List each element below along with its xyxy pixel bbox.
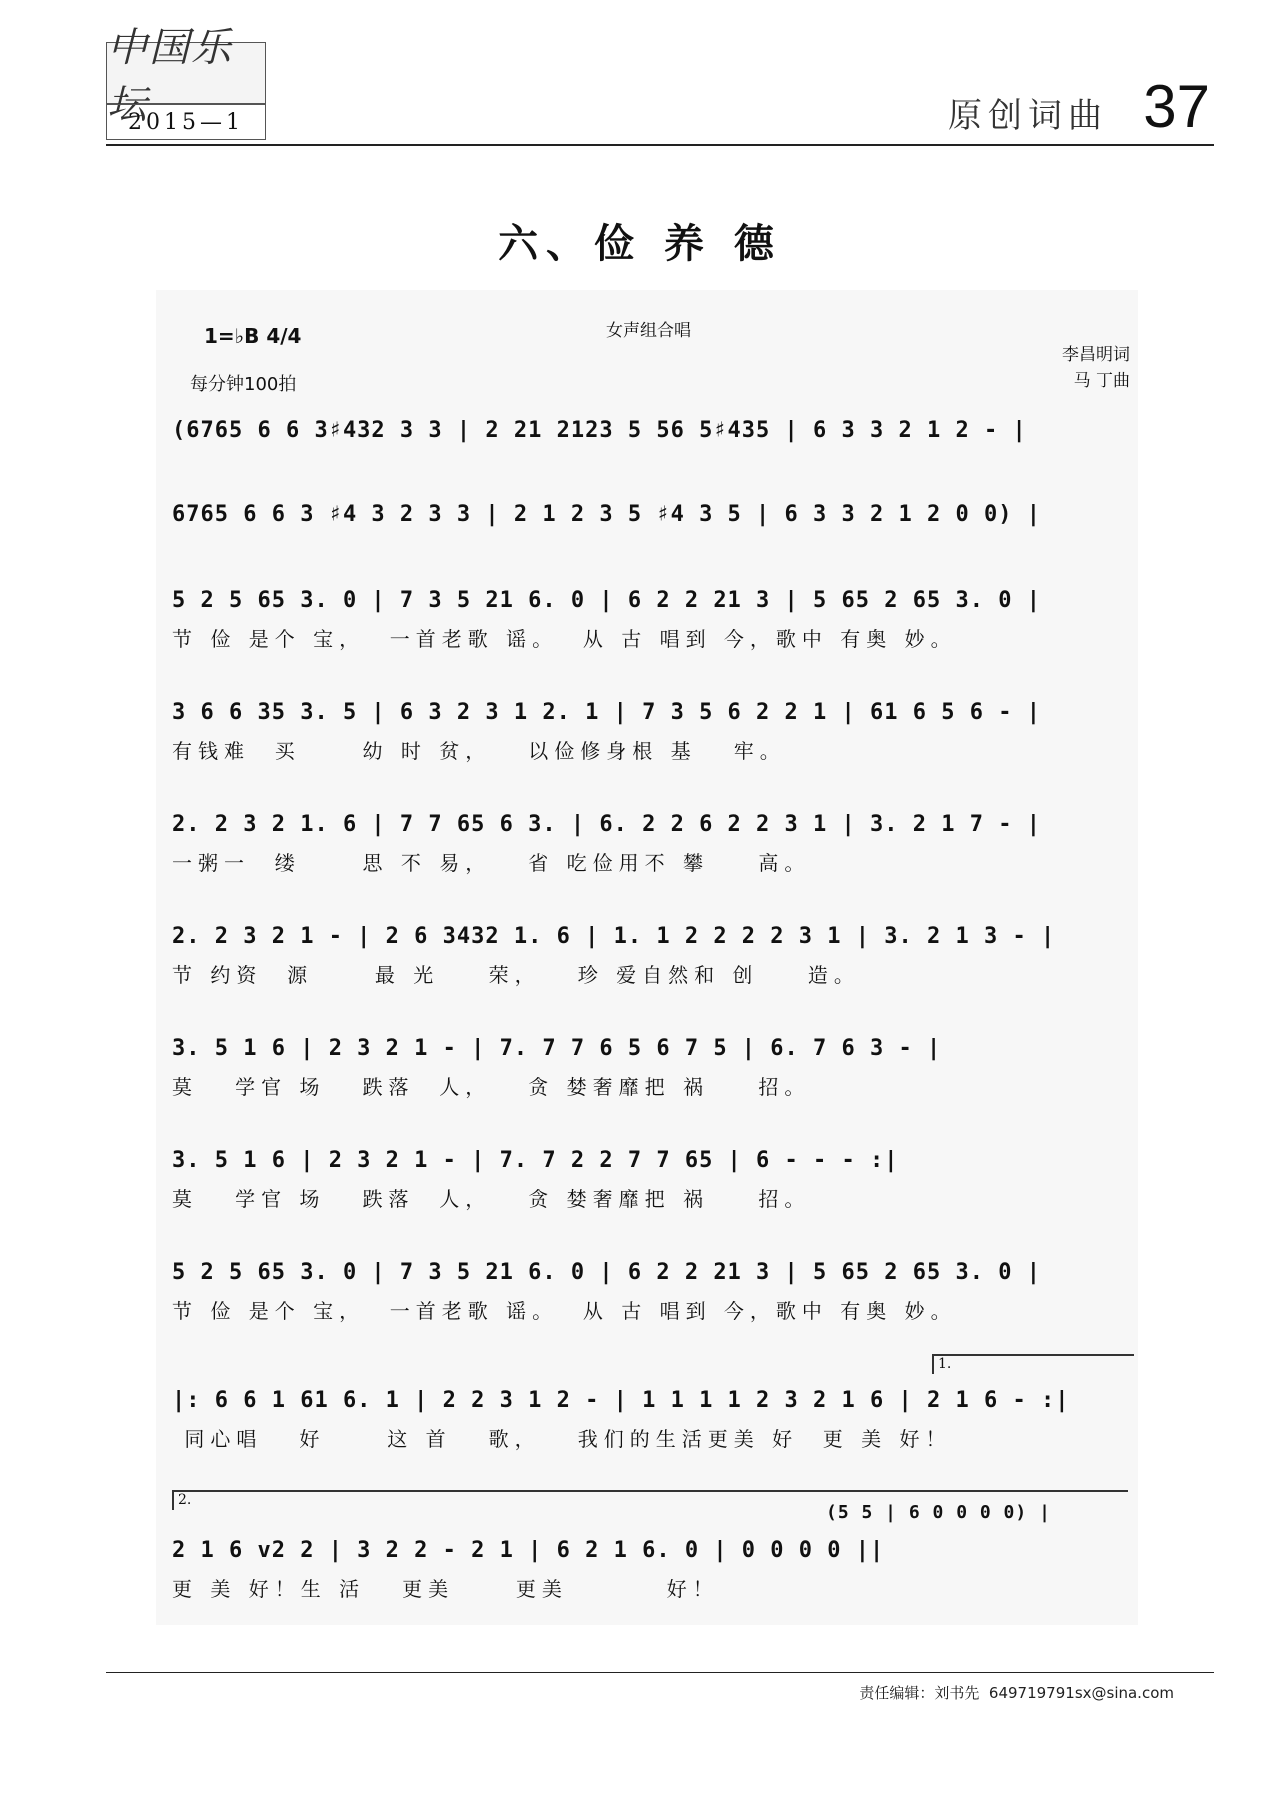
- score-line-4: [172, 700, 1124, 764]
- notation: |: 6 6 1 61 6. 1 | 2 2 3 1 2 - | 1 1 1 1 2 3 2 1 6 | 2 1 6 - :|: [172, 1388, 1070, 1413]
- lyrics: 莫 学官 场 跌落 人， 贪 婪奢靡把 祸 招。: [172, 1187, 811, 1211]
- score-line-2: [172, 502, 1124, 527]
- lyrics: 同心唱 好 这 首 歌， 我们的生活更美 好 更 美 好！: [172, 1427, 952, 1451]
- score-line-12: [172, 1538, 1124, 1602]
- lyrics: 节 俭 是个 宝， 一首老歌 谣。 从 古 唱到 今，歌中 有奥 妙。: [172, 1299, 957, 1323]
- editor-name: 刘书先: [934, 1684, 980, 1702]
- song-title: 六、俭 养 德: [498, 221, 782, 267]
- key-signature: 1=♭B 4/4: [204, 324, 302, 348]
- issue-number: 2015—1: [106, 104, 266, 140]
- score-line-9: [172, 1260, 1124, 1324]
- lyrics: 节 俭 是个 宝， 一首老歌 谣。 从 古 唱到 今，歌中 有奥 妙。: [172, 627, 957, 651]
- score-line-1: [172, 418, 1124, 443]
- lyricist-credit: 李昌明词: [1062, 345, 1130, 365]
- tempo-marking: 每分钟100拍: [190, 374, 297, 395]
- footer-credit: [859, 1682, 1174, 1703]
- notation: 5 2 5 65 3. 0 | 7 3 5 21 6. 0 | 6 2 2 21 3 | 5 65 2 65 3. 0 |: [172, 1260, 1041, 1285]
- lyrics: 节 约资 源 最 光 荣， 珍 爱自然和 创 造。: [172, 963, 860, 987]
- editor-email: 649719791sx@sina.com: [988, 1684, 1174, 1702]
- notation: 2. 2 3 2 1. 6 | 7 7 65 6 3. | 6. 2 2 6 2 2 3 1 | 3. 2 1 7 - |: [172, 812, 1041, 837]
- score-line-10: [172, 1388, 1124, 1452]
- notation: 3. 5 1 6 | 2 3 2 1 - | 7. 7 7 6 5 6 7 5 | 6. 7 6 3 - |: [172, 1036, 942, 1061]
- volta-2-bracket: 2.: [172, 1490, 1128, 1510]
- page-number: 37: [1143, 73, 1210, 140]
- lyrics: 莫 学官 场 跌落 人， 贪 婪奢靡把 祸 招。: [172, 1075, 811, 1099]
- volta-1-bracket: 1.: [932, 1354, 1134, 1374]
- score-line-8: [172, 1148, 1124, 1212]
- notation: 2. 2 3 2 1 - | 2 6 3432 1. 6 | 1. 1 2 2 2 2 3 1 | 3. 2 1 3 - |: [172, 924, 1056, 949]
- score-line-7: [172, 1036, 1124, 1100]
- notation: 3. 5 1 6 | 2 3 2 1 - | 7. 7 2 2 7 7 65 | 6 - - - :|: [172, 1148, 899, 1173]
- composer-credit: 马 丁曲: [1073, 371, 1130, 391]
- score-sheet: [156, 290, 1138, 1625]
- notation: 6765 6 6 3 ♯4 3 2 3 3 | 2 1 2 3 5 ♯4 3 5 | 6 3 3 2 1 2 0 0) |: [172, 502, 1041, 527]
- editor-label: 责任编辑：: [859, 1684, 935, 1702]
- header-rule: [106, 144, 1214, 146]
- section-title: 原创词曲: [948, 96, 1108, 136]
- notation: (5 5 | 6 0 0 0 0) |: [826, 1502, 1051, 1523]
- score-line-6: [172, 924, 1124, 988]
- magazine-logo: 中国乐坛: [106, 42, 266, 104]
- lyrics: 一粥一 缕 思 不 易， 省 吃俭用不 攀 高。: [172, 851, 811, 875]
- performance-form: 女声组合唱: [606, 321, 691, 341]
- footer-rule: [106, 1672, 1214, 1673]
- score-line-3: [172, 588, 1124, 652]
- score-line-5: [172, 812, 1124, 876]
- score-line-11: [826, 1502, 1126, 1523]
- notation: 2 1 6 v2 2 | 3 2 2 - 2 1 | 6 2 1 6. 0 | 0 0 0 0 ||: [172, 1538, 885, 1563]
- notation: 5 2 5 65 3. 0 | 7 3 5 21 6. 0 | 6 2 2 21 3 | 5 65 2 65 3. 0 |: [172, 588, 1041, 613]
- notation: 3 6 6 35 3. 5 | 6 3 2 3 1 2. 1 | 7 3 5 6 2 2 1 | 61 6 5 6 - |: [172, 700, 1041, 725]
- notation: (6765 6 6 3♯432 3 3 | 2 21 2123 5 56 5♯435 | 6 3 3 2 1 2 - |: [172, 418, 1027, 443]
- lyrics: 更 美 好！生 活 更美 更美 好！: [172, 1577, 719, 1601]
- lyrics: 有钱难 买 幼 时 贫， 以俭修身根 基 牢。: [172, 739, 786, 763]
